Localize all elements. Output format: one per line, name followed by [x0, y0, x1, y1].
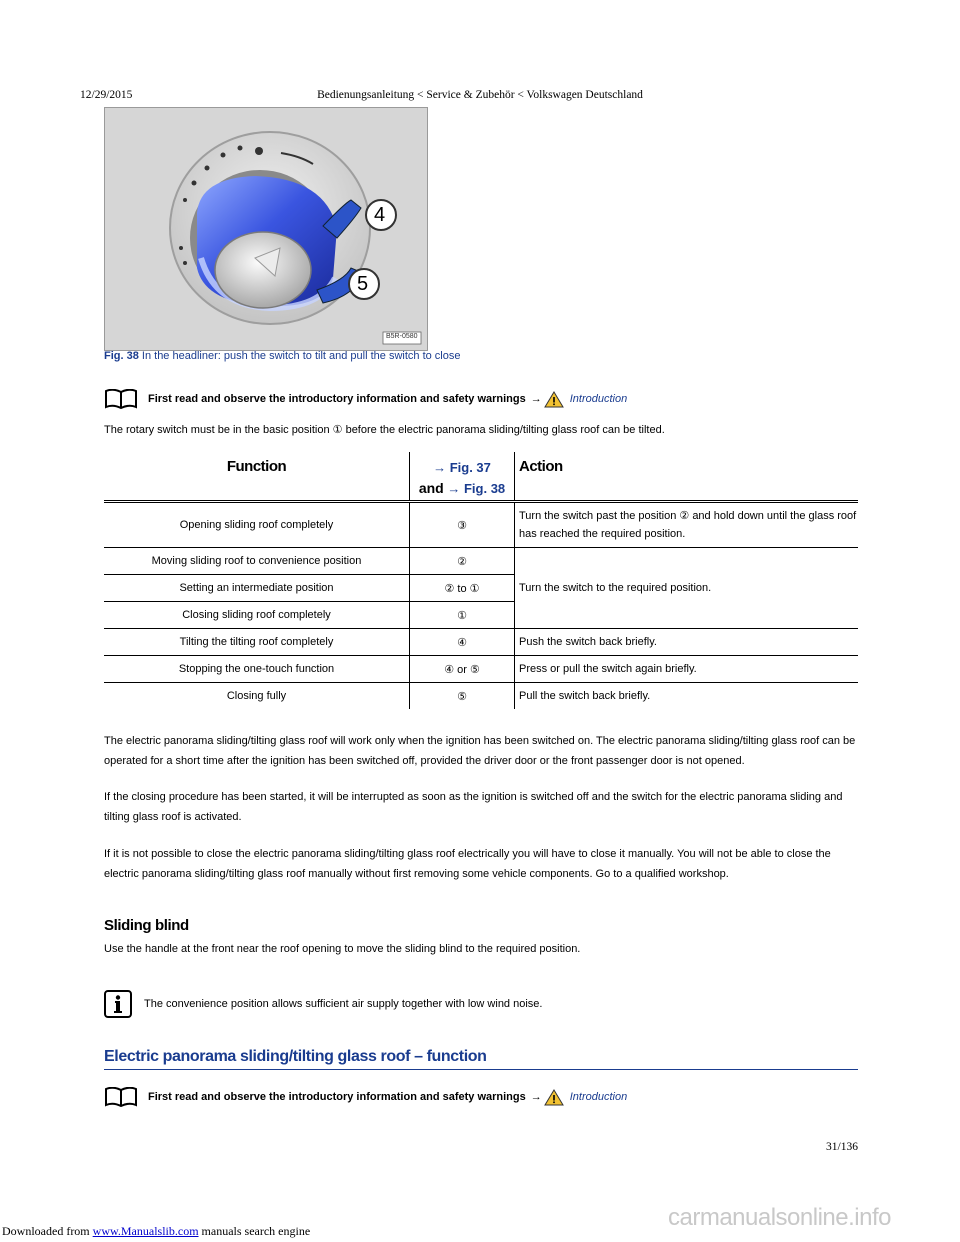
sliding-blind-heading: Sliding blind: [104, 917, 189, 934]
row-action: Pull the switch back briefly.: [515, 683, 859, 710]
arrow-icon: →: [530, 1091, 542, 1103]
function-section-heading: Electric panorama sliding/tilting glass roof – function: [104, 1048, 858, 1070]
row-action: Turn the switch to the required position.: [515, 548, 859, 629]
intro-note-text: First read and observe the introductory information and safety warnings: [148, 393, 526, 405]
manual-close-paragraph: If it is not possible to close the electric panorama sliding/tilting glass roof electrically you will have to close it manually. You will not be able to close the electric panorama sliding/tilting glass roof manually without first removing some vehicle components. Go to a qualified workshop.: [104, 848, 831, 880]
intro-note-2: [104, 1085, 627, 1109]
row-function: Closing fully: [226, 690, 287, 702]
footer-suffix: manuals search engine: [201, 1224, 311, 1238]
warning-icon: [544, 391, 564, 408]
book-icon: [104, 1087, 138, 1107]
row-function: Setting an intermediate position: [179, 582, 334, 594]
callout-4: 4: [374, 204, 386, 226]
sliding-blind-text: Use the handle at the front near the roof opening to move the sliding blind to the required position.: [104, 943, 581, 955]
print-title: Bedienungsanleitung < Service & Zubehör < Volkswagen Deutschland: [317, 89, 643, 101]
warning-icon: [544, 1089, 564, 1106]
watermark: carmanualsonline.info: [668, 1204, 891, 1231]
introduction-link[interactable]: Introduction: [569, 1091, 628, 1103]
function-table-header: [104, 452, 858, 502]
intro-note: [104, 387, 627, 411]
figure-caption-label: Fig. 38: [104, 350, 139, 362]
table-row: [104, 656, 858, 683]
table-row: [104, 683, 858, 710]
row-function: Moving sliding roof to convenience position: [151, 555, 362, 567]
row-position: ④: [410, 629, 515, 656]
rotary-switch-illustration: [105, 108, 427, 350]
book-icon: [104, 389, 138, 409]
info-note-text: The convenience position allows sufficient air supply together with low wind noise.: [144, 998, 543, 1010]
row-action: Turn the switch past the position ② and hold down until the glass roof has reached the required position.: [515, 502, 859, 548]
print-header: [80, 89, 880, 105]
manualslib-link[interactable]: www.Manualslib.com: [92, 1224, 199, 1238]
figure-caption-text: In the headliner: push the switch to tilt and pull the switch to close: [141, 350, 461, 362]
header-action: Action: [515, 452, 859, 502]
row-position: ⑤: [410, 683, 515, 710]
info-note: [104, 990, 542, 1018]
table-row: [104, 629, 858, 656]
fig-38-link[interactable]: → Fig. 38: [447, 481, 506, 496]
row-function: Closing sliding roof completely: [182, 609, 331, 621]
info-icon: [104, 990, 132, 1018]
download-footer: [2, 1224, 310, 1239]
page-number: 31/136: [826, 1141, 858, 1153]
rotary-switch-paragraph: The rotary switch must be in the basic position ① before the electric panorama sliding/tilting glass roof can be tilted.: [104, 424, 665, 436]
figure-caption: [104, 350, 460, 362]
figure-code: B5R-0580: [386, 333, 418, 340]
ignition-paragraph: The electric panorama sliding/tilting glass roof will work only when the ignition has been switched on. The electric panorama sliding/tilting glass roof can be operated for a short time after the ignition has been switched off, provided the driver door or the front passenger door is not opened.: [104, 735, 856, 767]
header-fig-and: and: [418, 480, 444, 496]
row-action: Press or pull the switch again briefly.: [515, 656, 859, 683]
row-position: ②: [410, 548, 515, 575]
row-action: Push the switch back briefly.: [515, 629, 859, 656]
fig-37-link[interactable]: → Fig. 37: [433, 460, 491, 475]
arrow-icon: →: [530, 393, 542, 405]
footer-prefix: Downloaded from: [2, 1224, 90, 1238]
print-date: 12/29/2015: [80, 89, 133, 101]
header-figure-refs: [410, 452, 515, 502]
function-table: [104, 452, 858, 709]
callout-5: 5: [357, 273, 369, 295]
row-position: ② to ①: [410, 575, 515, 602]
table-row: [104, 502, 858, 548]
introduction-link[interactable]: Introduction: [569, 393, 628, 405]
row-position: ①: [410, 602, 515, 629]
figure-rotary-switch: [104, 107, 428, 351]
row-function: Tilting the tilting roof completely: [179, 636, 334, 648]
row-position: ④ or ⑤: [410, 656, 515, 683]
row-function: Stopping the one-touch function: [178, 663, 335, 675]
row-function: Opening sliding roof completely: [179, 519, 334, 531]
row-position: ③: [410, 502, 515, 548]
table-row: [104, 548, 858, 575]
intro-note-text: First read and observe the introductory information and safety warnings: [148, 1091, 526, 1103]
closing-paragraph: If the closing procedure has been started, it will be interrupted as soon as the ignition is switched off and the switch for the electric panorama sliding and tilting glass roof is activated.: [104, 791, 843, 823]
header-function: Function: [226, 458, 287, 475]
